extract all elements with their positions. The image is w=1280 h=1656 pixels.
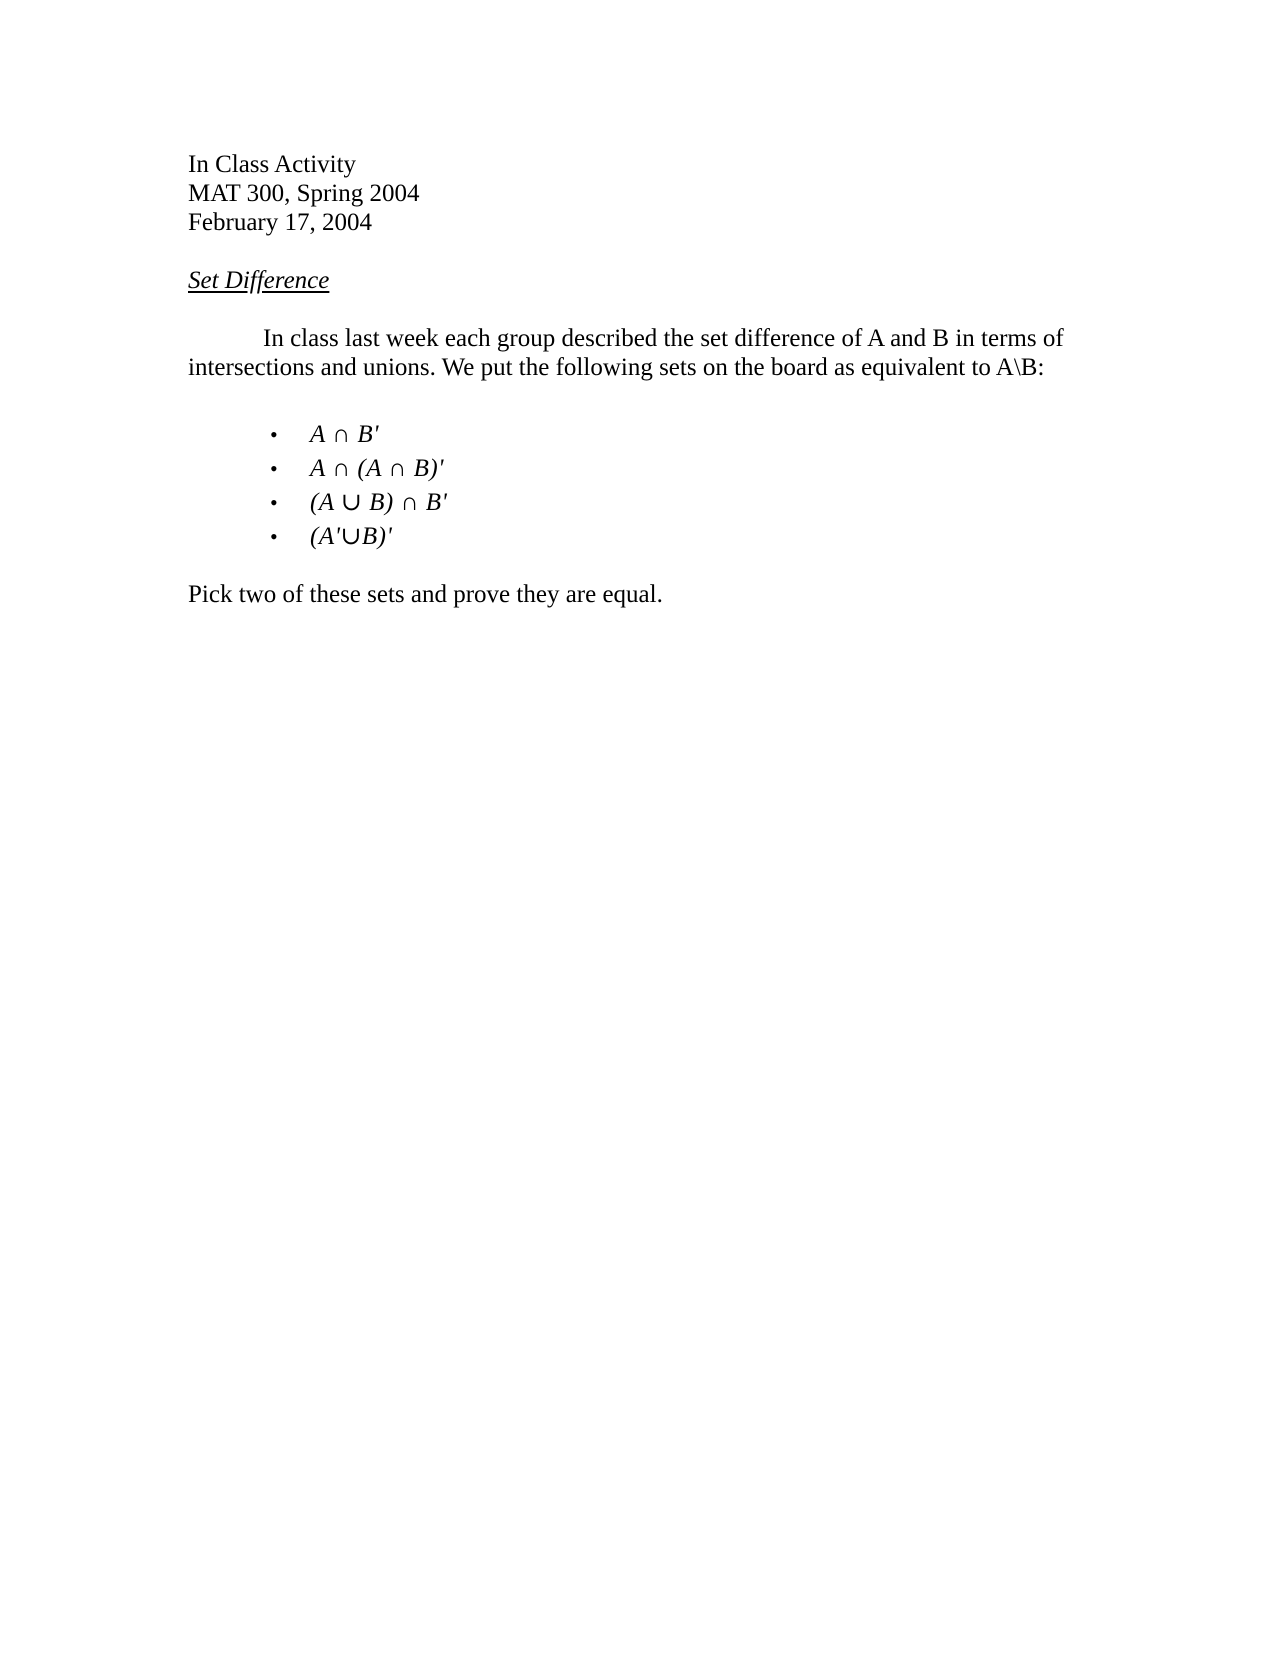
course-term: MAT 300, Spring 2004 [188,180,420,207]
set-expression: A ∩ B' [310,421,379,448]
bullet-icon: • [270,422,278,447]
section-title: Set Difference [188,267,330,294]
set-expression: (A'∪B)' [310,523,393,550]
list-item [188,418,1088,452]
closing-instruction: Pick two of these sets and prove they are equal. [188,581,663,608]
set-list [188,418,1088,554]
list-item [188,452,1088,486]
bullet-icon: • [270,490,278,515]
document-content [188,150,1088,609]
document-date: February 17, 2004 [188,209,372,236]
bullet-icon: • [270,456,278,481]
document-header [188,150,1088,237]
intro-paragraph: In class last week each group described the set difference of A and B in terms of intersections and unions. We put the following sets on the board as equivalent to A\B: [188,325,1064,381]
set-expression: (A ∪ B) ∩ B' [310,489,448,516]
activity-title: In Class Activity [188,151,357,178]
list-item [188,486,1088,520]
bullet-icon: • [270,524,278,549]
list-item [188,520,1088,554]
set-expression: A ∩ (A ∩ B)' [310,455,445,482]
